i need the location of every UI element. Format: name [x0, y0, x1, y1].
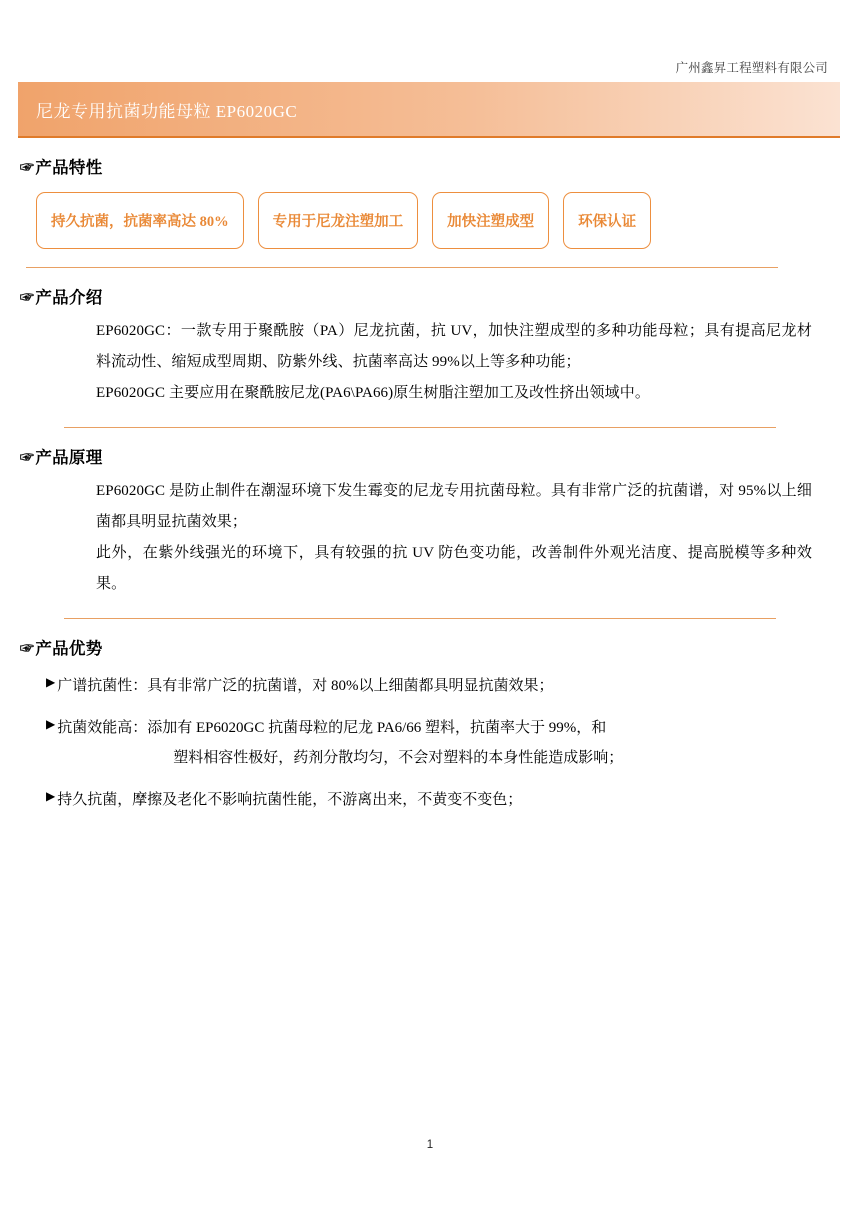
list-item-line-2: 塑料相容性极好，药剂分散均匀，不会对塑料的本身性能造成影响；	[173, 750, 624, 767]
triangle-bullet-icon: ▶	[46, 789, 56, 804]
company-name: 广州鑫昇工程塑料有限公司	[675, 61, 828, 75]
advantage-list	[46, 671, 816, 815]
section-title-principle: 产品原理	[35, 448, 103, 468]
list-item	[46, 671, 816, 701]
section-divider	[26, 267, 778, 268]
document-title-banner	[18, 82, 840, 138]
triangle-bullet-icon: ▶	[46, 675, 56, 690]
list-item	[46, 785, 816, 815]
pointing-hand-icon: ☞	[20, 451, 35, 467]
list-item-text	[57, 713, 816, 773]
page-number: 1	[426, 1139, 434, 1151]
principle-body	[96, 476, 812, 600]
pointing-hand-icon: ☞	[20, 642, 35, 658]
list-item	[46, 713, 816, 773]
section-title-advantages: 产品优势	[35, 639, 103, 659]
feature-pill-row	[36, 192, 842, 249]
section-title-intro: 产品介绍	[35, 288, 103, 307]
pointing-hand-icon: ☞	[20, 291, 35, 306]
list-item-text: 持久抗菌，摩擦及老化不影响抗菌性能，不游离出来，不黄变不变色；	[57, 792, 523, 809]
section-heading-principle	[20, 444, 842, 468]
section-title-features: 产品特性	[35, 158, 103, 177]
section-heading-features	[20, 154, 842, 178]
document-title: 尼龙专用抗菌功能母粒 EP6020GC	[36, 101, 298, 121]
paragraph: 此外，在紫外线强光的环境下，具有较强的抗 UV 防色变功能，改善制件外观光洁度、提高脱模等多种效果。	[96, 545, 812, 593]
paragraph: EP6020GC 是防止制件在潮湿环境下发生霉变的尼龙专用抗菌母粒。具有非常广泛的抗菌谱，对 95%以上细菌都具明显抗菌效果；	[96, 483, 812, 531]
feature-pill: 环保认证	[563, 192, 651, 249]
section-divider	[64, 427, 776, 428]
pointing-hand-icon: ☞	[20, 161, 35, 176]
list-item-text: 广谱抗菌性：具有非常广泛的抗菌谱，对 80%以上细菌都具明显抗菌效果；	[57, 678, 554, 695]
list-item-line-1: 抗菌效能高：添加有 EP6020GC 抗菌母粒的尼龙 PA6/66 塑料，抗菌率大于 99%，和	[57, 720, 607, 737]
intro-body	[96, 316, 812, 409]
section-heading-intro	[20, 284, 842, 308]
triangle-bullet-icon: ▶	[46, 717, 56, 732]
paragraph: EP6020GC：一款专用于聚酰胺（PA）尼龙抗菌，抗 UV，加快注塑成型的多种功能母粒；具有提高尼龙材料流动性、缩短成型周期、防紫外线、抗菌率高达 99%以上等多种功能；	[96, 323, 812, 371]
paragraph: EP6020GC 主要应用在聚酰胺尼龙(PA6\PA66)原生树脂注塑加工及改性挤出领域中。	[96, 385, 650, 402]
feature-pill: 持久抗菌，抗菌率高达 80%	[36, 192, 244, 249]
feature-pill: 专用于尼龙注塑加工	[258, 192, 419, 249]
section-divider	[64, 618, 776, 619]
section-heading-advantages	[20, 635, 842, 659]
feature-pill: 加快注塑成型	[432, 192, 549, 249]
